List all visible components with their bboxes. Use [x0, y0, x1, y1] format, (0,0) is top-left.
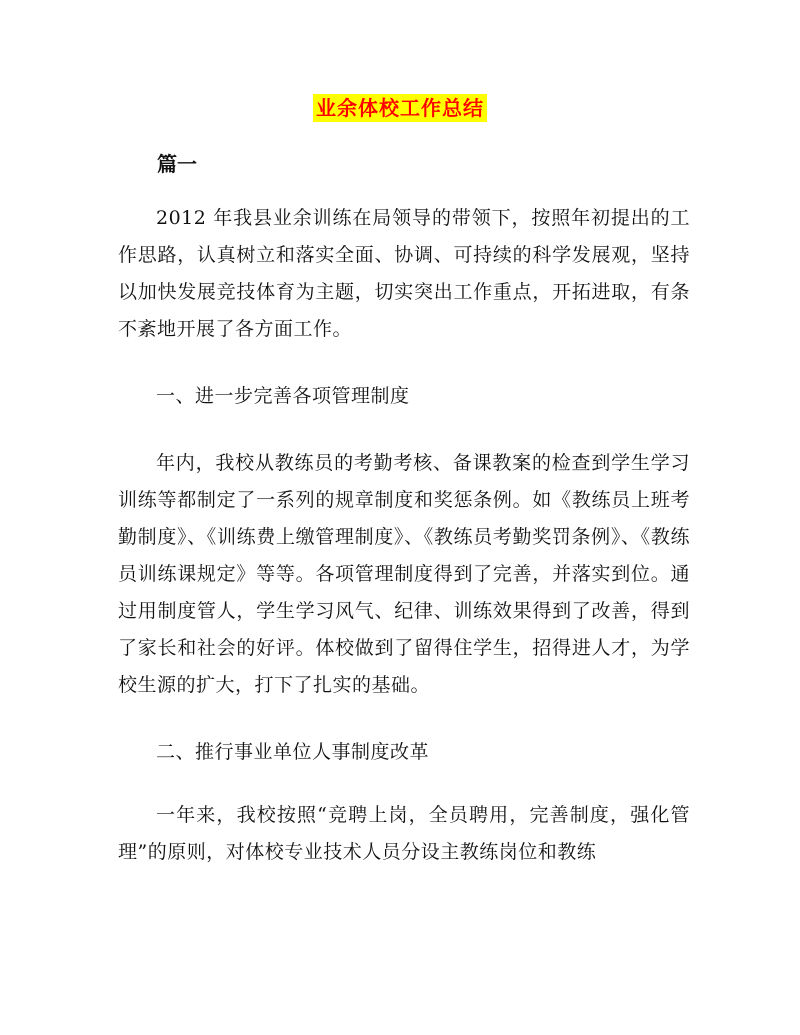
heading-1: 一、进一步完善各项管理制度 — [156, 385, 410, 407]
paragraph-intro: 2012 年我县业余训练在局领导的带领下，按照年初提出的工作思路，认真树立和落实全面、协调、可持续的科学发展观，坚持以加快发展竞技体育为主题，切实突出工作重点，开拓进取，有条不紊地开展了各方面工作。 — [118, 207, 690, 340]
section-label: 篇一 — [157, 152, 197, 176]
paragraph-spacer — [118, 704, 690, 734]
title-container — [0, 94, 800, 122]
paragraph-management: 年内，我校从教练员的考勤考核、备课教案的检查到学生学习训练等都制定了一系列的规章制度和奖惩条例。如《教练员上班考勤制度》、《训练费上缴管理制度》、《教练员考勤奖罚条例》、《教练员训练课规定》等等。各项管理制度得到了完善，并落实到位。通过用制度管人，学生学习风气、纪律、训练效果得到了改善，得到了家长和社会的好评。体校做到了留得住学生，招得进人才，为学校生源的扩大，打下了扎实的基础。 — [118, 452, 690, 696]
heading-2: 二、推行事业单位人事制度改革 — [156, 741, 430, 763]
paragraph-spacer — [118, 771, 690, 797]
paragraph-spacer — [118, 348, 690, 378]
document-title: 业余体校工作总结 — [313, 94, 487, 122]
paragraph-spacer — [118, 415, 690, 445]
paragraph-reform: 一年来，我校按照“竞聘上岗，全员聘用，完善制度，强化管理”的原则，对体校专业技术人员分设主教练岗位和教练 — [118, 804, 690, 863]
document-body — [118, 200, 690, 871]
